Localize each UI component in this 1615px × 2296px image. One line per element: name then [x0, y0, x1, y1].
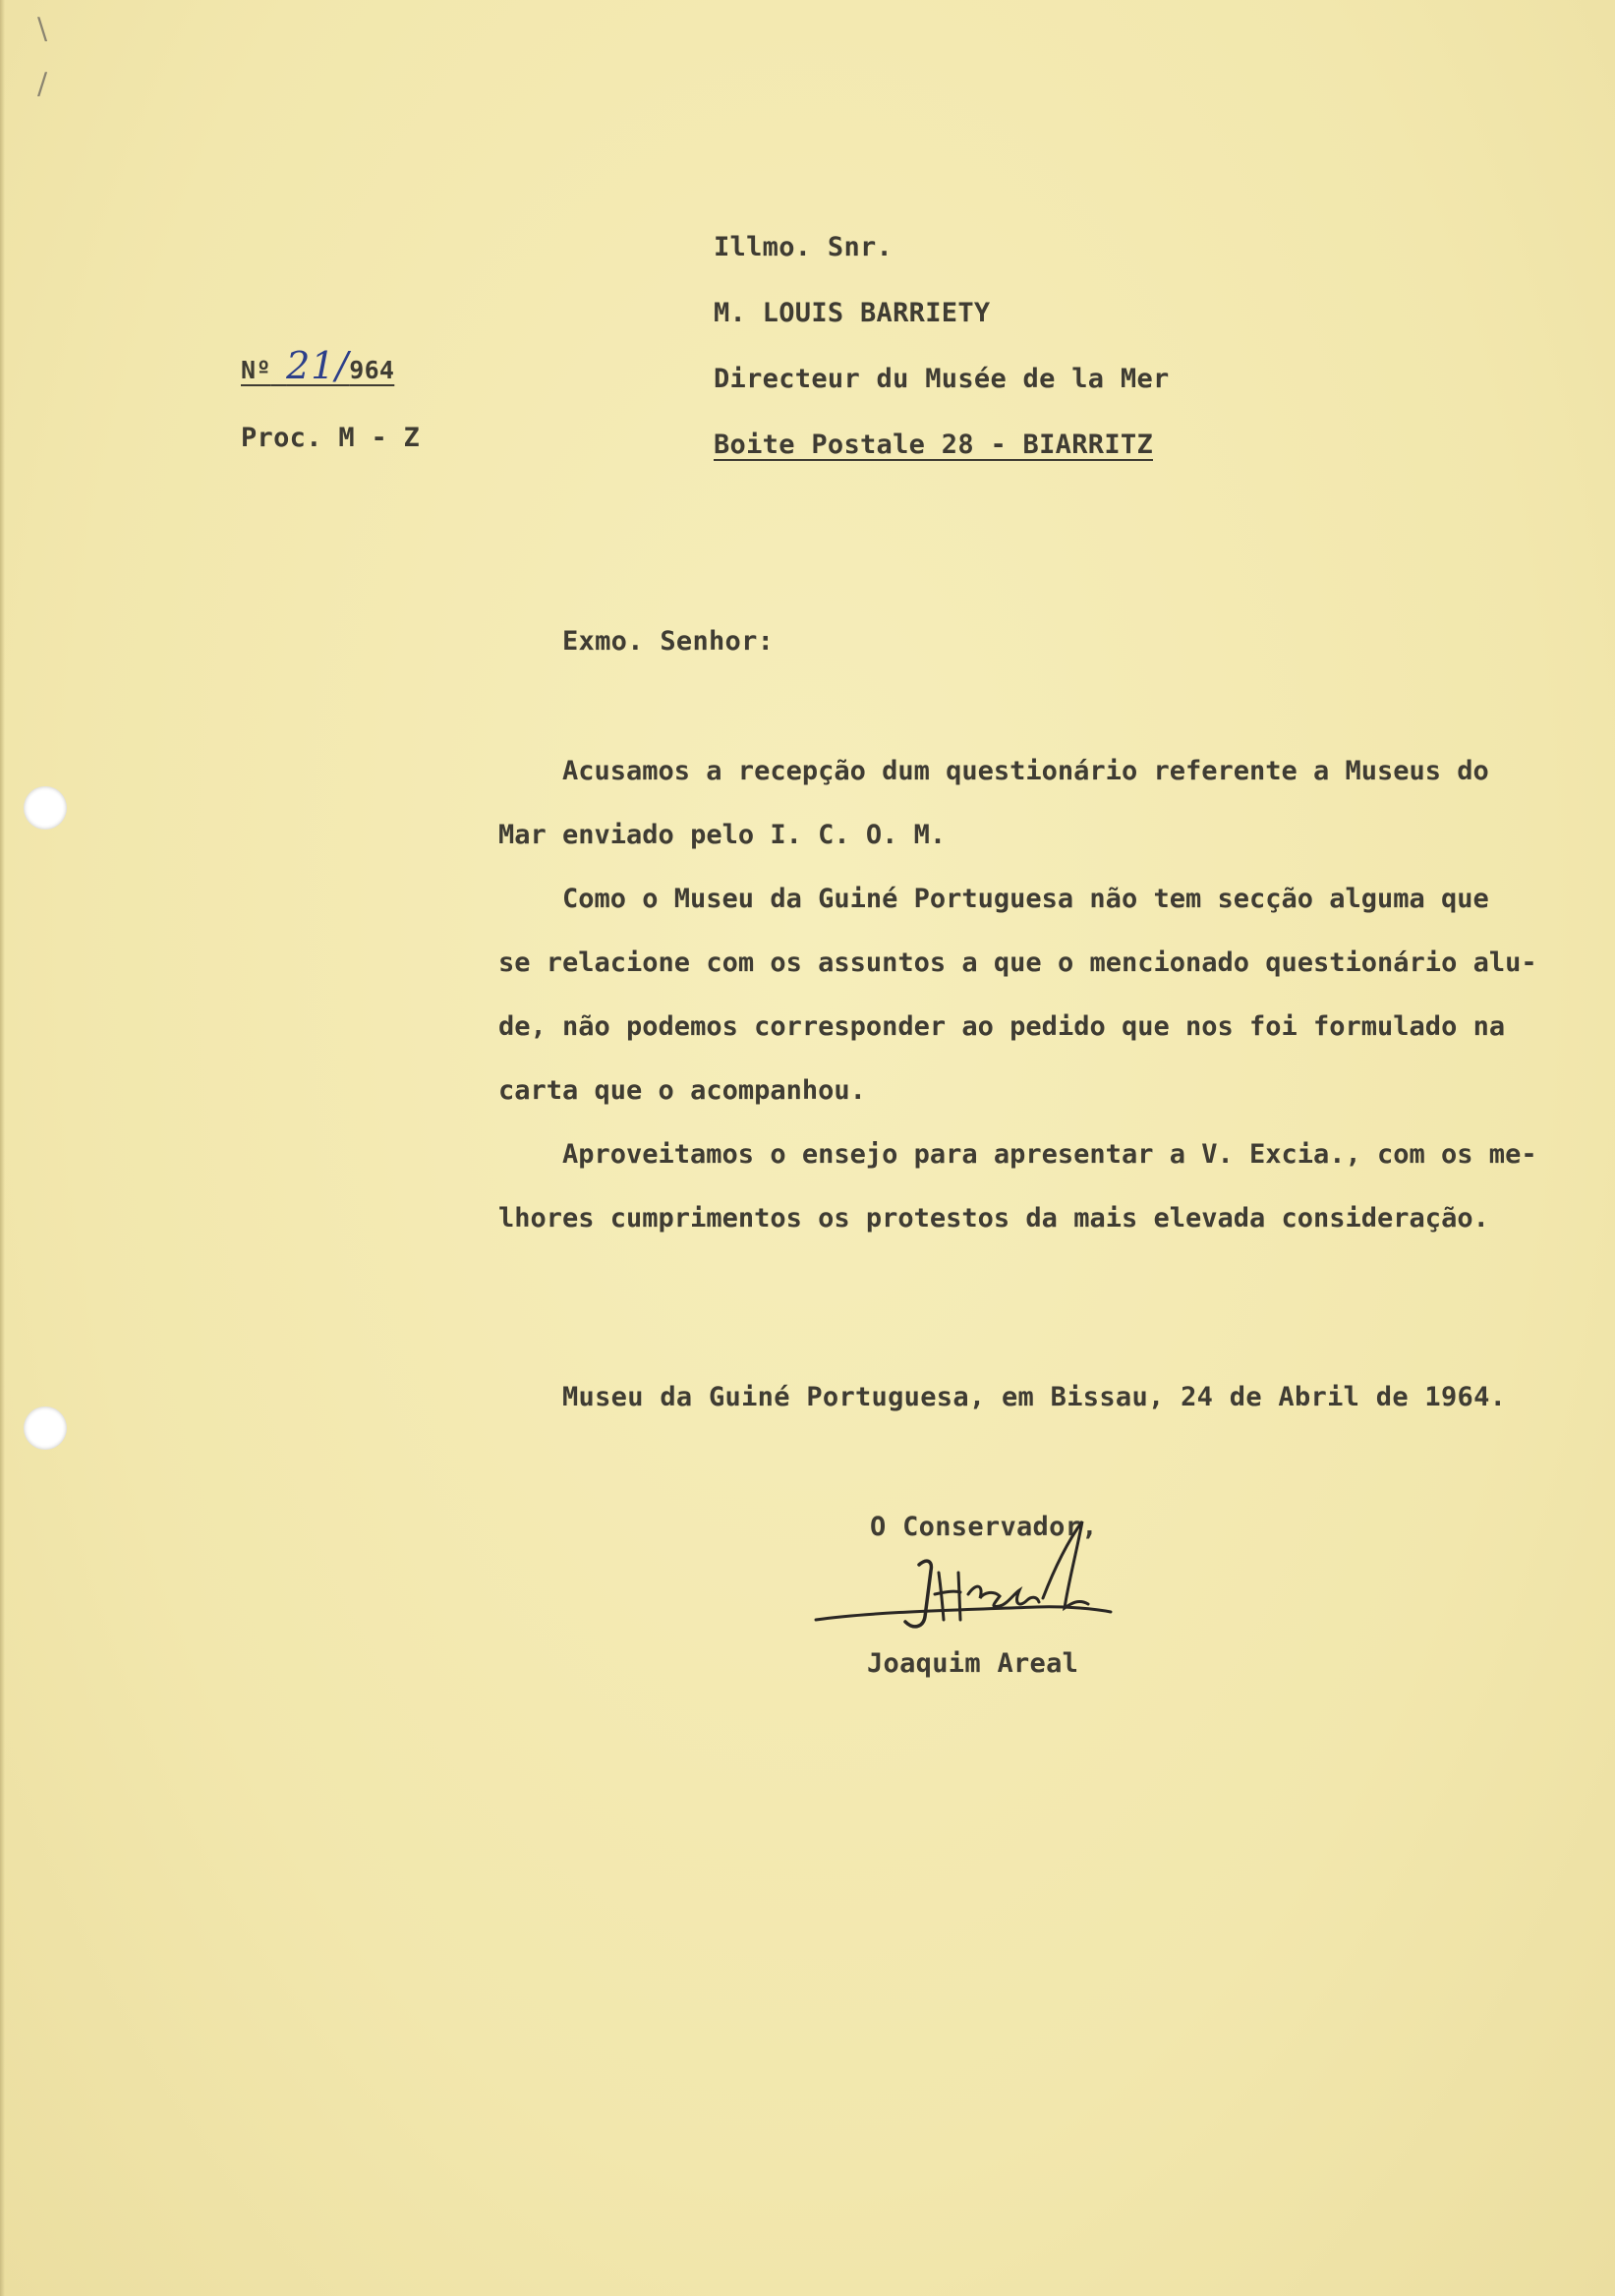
recipient-position: Directeur du Musée de la Mer: [714, 364, 1170, 394]
body-line: lhores cumprimentos os protestos da mais elevada consideração.: [498, 1203, 1489, 1234]
signature-stroke: [935, 1573, 960, 1620]
signer-name: Joaquim Areal: [867, 1648, 1079, 1679]
signature-stroke: [905, 1561, 931, 1627]
signature-stroke: [1043, 1521, 1088, 1608]
body-line: Como o Museu da Guiné Portuguesa não tem secção alguma que: [562, 884, 1489, 914]
letter-body: [498, 739, 1560, 1250]
process-code: Proc. M - Z: [241, 423, 421, 453]
body-line: de, não podemos corresponder ao pedido que nos foi formulado na: [498, 1011, 1506, 1042]
margin-mark: /: [37, 67, 48, 101]
punch-hole: [24, 1406, 67, 1450]
signature-handwriting: [811, 1514, 1125, 1641]
body-line: Aproveitamos o ensejo para apresentar a V. Excia., com os me-: [562, 1139, 1537, 1170]
signature-stroke: [968, 1586, 1039, 1606]
recipient-name: M. LOUIS BARRIETY: [714, 298, 991, 328]
body-line: Mar enviado pelo I. C. O. M.: [498, 820, 947, 850]
body-line: se relacione com os assuntos a que o mencionado questionário alu-: [498, 947, 1537, 978]
paper-edge: [0, 0, 5, 2296]
signature-flourish: [816, 1607, 1111, 1620]
body-line: Acusamos a recepção dum questionário referente a Museus do: [562, 756, 1489, 786]
margin-mark: \: [37, 12, 48, 46]
greeting: Exmo. Senhor:: [562, 626, 775, 657]
place-date: Museu da Guiné Portuguesa, em Bissau, 24 de Abril de 1964.: [562, 1382, 1507, 1412]
recipient-address: Boite Postale 28 - BIARRITZ: [714, 430, 1153, 460]
punch-hole: [24, 786, 67, 830]
reference-handwritten: 21/: [286, 344, 350, 387]
body-line: carta que o acompanhou.: [498, 1075, 866, 1106]
reference-number: [241, 344, 394, 387]
reference-year: 964: [349, 356, 395, 384]
reference-prefix: Nº: [241, 356, 271, 384]
signature-title: O Conservador,: [870, 1512, 1098, 1542]
recipient-title: Illmo. Snr.: [714, 232, 894, 262]
